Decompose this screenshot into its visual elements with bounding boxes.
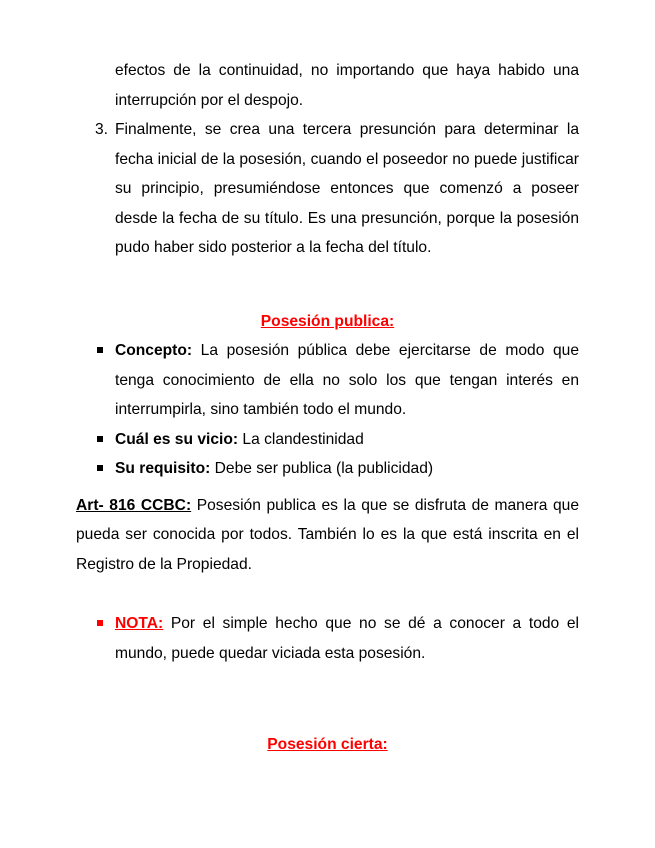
spacer — [76, 263, 579, 307]
bullet-text: Debe ser publica (la publicidad) — [210, 460, 434, 477]
square-bullet-icon — [97, 620, 103, 626]
article-term: Art- 816 CCBC: — [76, 496, 192, 514]
note-term: NOTA: — [115, 615, 164, 632]
section-heading-cierta: Posesión cierta: — [267, 736, 388, 753]
bullet-text: La clandestinidad — [238, 430, 364, 448]
document-page — [76, 56, 579, 760]
article-paragraph — [76, 491, 579, 580]
article-text: Posesión publica es la que se disfruta de manera que pueda ser conocida por todos. También lo es la que está inscrita en el Registro de la Propiedad. — [76, 496, 579, 573]
list-item — [76, 425, 579, 455]
list-number: 3. — [95, 121, 109, 138]
list-item — [76, 454, 579, 484]
note-list — [76, 609, 579, 668]
bullet-term: Su requisito: — [115, 460, 211, 477]
bullet-term: Concepto: — [115, 342, 193, 359]
square-bullet-icon — [97, 436, 103, 442]
list-item-text: Finalmente, se crea una tercera presunción para determinar la fecha inicial de la posesión, cuando el poseedor no puede justificar su principio, presumiéndose entonces que comenzó a poseer desde la fecha de su título. Es una presunción, porque la posesión pudo haber sido posterior a la fecha del título. — [115, 121, 579, 256]
spacer — [76, 668, 579, 730]
square-bullet-icon — [97, 347, 103, 353]
list-item — [76, 115, 579, 263]
continuation-paragraph: efectos de la continuidad, no importando que haya habido una interrupción por el despojo. — [115, 62, 579, 109]
note-text: Por el simple hecho que no se dé a conocer a todo el mundo, puede quedar viciada esta posesión. — [115, 615, 579, 662]
section-heading-publica: Posesión publica: — [260, 312, 395, 330]
list-item — [76, 609, 579, 668]
presumption-list — [76, 115, 579, 263]
publica-bullet-list — [76, 336, 579, 484]
spacer — [76, 579, 579, 609]
bullet-term: Cuál es su vicio: — [115, 430, 239, 448]
square-bullet-icon — [97, 465, 103, 471]
bullet-text: La posesión pública debe ejercitarse de modo que tenga conocimiento de ella no solo los que tengan interés en interrumpirla, sino también todo el mundo. — [115, 342, 579, 418]
list-item — [76, 336, 579, 425]
